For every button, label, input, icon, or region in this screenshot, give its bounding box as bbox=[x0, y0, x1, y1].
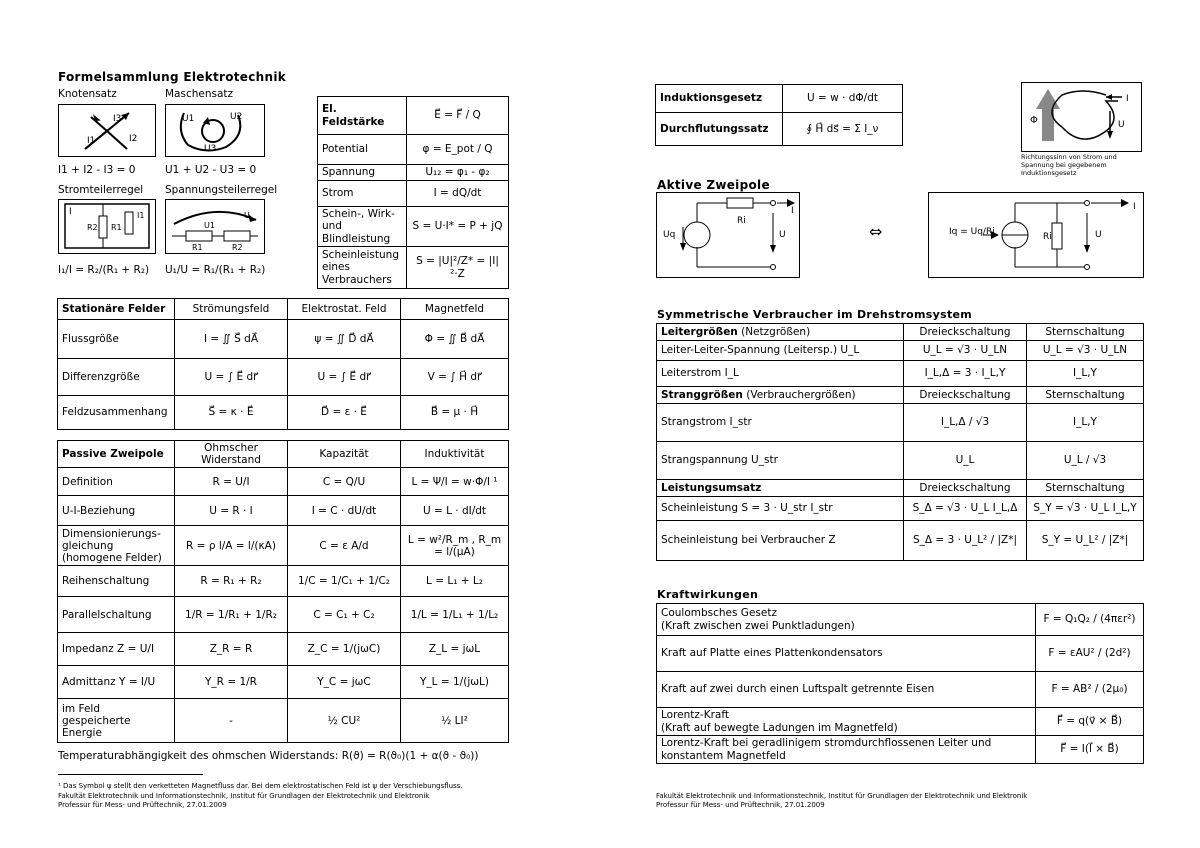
induction-table bbox=[655, 84, 903, 146]
cell-value: Sternschaltung bbox=[1027, 480, 1144, 497]
row-label: Leiterstrom I_L bbox=[657, 361, 904, 387]
cell-value: U_L = √3 · U_LN bbox=[1027, 341, 1144, 361]
field-row-name: El. Feldstärke bbox=[318, 97, 407, 135]
row-label: Strangstrom I_str bbox=[657, 404, 904, 442]
cell-formula: Z_L = jωL bbox=[401, 633, 509, 666]
cell-formula: F = AB² / (2μ₀) bbox=[1036, 672, 1144, 708]
svg-text:U: U bbox=[779, 230, 786, 240]
cell-value: S_Δ = 3 · U_L² / |Z*| bbox=[904, 521, 1027, 561]
footer-faculty-right: Fakultät Elektrotechnik und Informationstechnik, Institut für Grundlagen der Elektrotechnik und Elektronik bbox=[656, 792, 1028, 800]
field-row-name: Scheinleistung eines Verbrauchers bbox=[318, 247, 407, 289]
field-row-name: Strom bbox=[318, 181, 407, 207]
maschensatz-diagram bbox=[165, 104, 265, 157]
svg-text:I: I bbox=[1133, 202, 1136, 212]
table-header: Passive Zweipole bbox=[58, 441, 175, 468]
active-dipoles-title: Aktive Zweipole bbox=[657, 178, 770, 192]
cell-formula: Y_C = jωC bbox=[288, 666, 401, 699]
spannungsteiler-equation: U₁/U = R₁/(R₁ + R₂) bbox=[165, 264, 266, 276]
cell-formula: U = ∫ E⃗ dr⃗ bbox=[175, 359, 288, 396]
footer-professorship: Professur für Mess- und Prüftechnik, 27.01.2009 bbox=[58, 801, 227, 809]
stromteiler-equation: I₁/I = R₂/(R₁ + R₂) bbox=[58, 264, 150, 276]
stationary-fields-table bbox=[57, 298, 509, 430]
cell-formula: F = Q₁Q₂ / (4πεr²) bbox=[1036, 604, 1144, 636]
row-label: Strangspannung U_str bbox=[657, 442, 904, 480]
svg-text:I3: I3 bbox=[113, 114, 122, 124]
row-label: Stranggrößen (Verbrauchergrößen) bbox=[657, 387, 904, 404]
cell-formula: ∮ H⃗ ds⃗ = Σ I_ν bbox=[783, 113, 903, 146]
cell-value: U_L = √3 · U_LN bbox=[904, 341, 1027, 361]
svg-text:I1: I1 bbox=[87, 136, 96, 146]
cell-value: I_L,Y bbox=[1027, 404, 1144, 442]
row-label: Definition bbox=[58, 468, 175, 496]
table-header: Kapazität bbox=[288, 441, 401, 468]
page-title: Formelsammlung Elektrotechnik bbox=[58, 70, 287, 84]
equivalence-symbol: ⇔ bbox=[869, 222, 883, 241]
row-label: Kraft auf zwei durch einen Luftspalt getrennte Eisen bbox=[657, 672, 1036, 708]
cell-value: U_L / √3 bbox=[1027, 442, 1144, 480]
cell-formula: R = U/I bbox=[175, 468, 288, 496]
row-label: Scheinleistung bei Verbraucher Z bbox=[657, 521, 904, 561]
row-label: Parallelschaltung bbox=[58, 597, 175, 633]
cell-value: I_L,Δ = 3 · I_L,Y bbox=[904, 361, 1027, 387]
knotensatz-diagram bbox=[58, 104, 156, 157]
cell-value: Dreieckschaltung bbox=[904, 480, 1027, 497]
current-source-diagram bbox=[928, 192, 1144, 278]
table-header: Elektrostat. Feld bbox=[288, 299, 401, 320]
row-label: Dimensionierungs-gleichung (homogene Felder) bbox=[58, 526, 175, 566]
svg-text:Uq: Uq bbox=[663, 230, 676, 240]
three-phase-title: Symmetrische Verbraucher im Drehstromsystem bbox=[657, 308, 973, 321]
cell-formula: V = ∫ H⃗ dr⃗ bbox=[401, 359, 509, 396]
row-label: Kraft auf Platte eines Plattenkondensators bbox=[657, 636, 1036, 672]
knotensatz-equation: I1 + I2 - I3 = 0 bbox=[58, 164, 136, 176]
row-label: Induktionsgesetz bbox=[656, 85, 783, 113]
cell-value: I_L,Δ / √3 bbox=[904, 404, 1027, 442]
row-label: Lorentz-Kraft (Kraft auf bewegte Ladungen im Magnetfeld) bbox=[657, 708, 1036, 736]
field-row-formula: I = dQ/dt bbox=[407, 181, 509, 207]
svg-text:Φ: Φ bbox=[1030, 115, 1038, 126]
cell-value: S_Δ = √3 · U_L I_L,Δ bbox=[904, 497, 1027, 521]
cell-formula: 1/C = 1/C₁ + 1/C₂ bbox=[288, 566, 401, 597]
cell-formula: S⃗ = κ · E⃗ bbox=[175, 396, 288, 430]
cell-formula: 1/R = 1/R₁ + 1/R₂ bbox=[175, 597, 288, 633]
table-header: Stationäre Felder bbox=[58, 299, 175, 320]
field-row-name: Spannung bbox=[318, 165, 407, 181]
cell-formula: C = ε A/d bbox=[288, 526, 401, 566]
cell-formula: Z_R = R bbox=[175, 633, 288, 666]
cell-formula: U = R · I bbox=[175, 496, 288, 526]
cell-formula: D⃗ = ε · E⃗ bbox=[288, 396, 401, 430]
table-header: Ohmscher Widerstand bbox=[175, 441, 288, 468]
svg-text:Ri: Ri bbox=[1043, 232, 1052, 242]
svg-text:U: U bbox=[244, 211, 250, 220]
cell-value: Dreieckschaltung bbox=[904, 324, 1027, 341]
footer-professorship-right: Professur für Mess- und Prüftechnik, 27.01.2009 bbox=[656, 801, 825, 809]
svg-text:I2: I2 bbox=[129, 134, 138, 144]
table-header: Strömungsfeld bbox=[175, 299, 288, 320]
stromteiler-label: Stromteilerregel bbox=[58, 184, 144, 196]
cell-formula: F = εAU² / (2d²) bbox=[1036, 636, 1144, 672]
direction-caption: Richtungssinn von Strom und Spannung bei gegebenem Induktionsgesetz bbox=[1021, 153, 1117, 177]
row-label: Differenzgröße bbox=[58, 359, 175, 396]
field-row-formula: U₁₂ = φ₁ - φ₂ bbox=[407, 165, 509, 181]
cell-formula: L = w²/R_m , R_m = l/(μA) bbox=[401, 526, 509, 566]
svg-text:Ri: Ri bbox=[737, 216, 746, 226]
forces-title: Kraftwirkungen bbox=[657, 588, 759, 601]
maschensatz-label: Maschensatz bbox=[165, 88, 234, 100]
cell-formula: U = ∫ E⃗ dr⃗ bbox=[288, 359, 401, 396]
cell-value: U_L bbox=[904, 442, 1027, 480]
svg-text:U3: U3 bbox=[204, 144, 217, 154]
row-label: U-I-Beziehung bbox=[58, 496, 175, 526]
cell-value: Sternschaltung bbox=[1027, 387, 1144, 404]
field-row-formula: S = U·I* = P + jQ bbox=[407, 207, 509, 247]
field-quantities-table bbox=[317, 96, 509, 289]
svg-text:U1: U1 bbox=[204, 221, 215, 230]
cell-formula: L = Ψ/I = w·Φ/I ¹ bbox=[401, 468, 509, 496]
svg-text:I1: I1 bbox=[137, 211, 145, 220]
cell-formula: ½ LI² bbox=[401, 699, 509, 743]
svg-text:U: U bbox=[1118, 120, 1125, 130]
cell-value: S_Y = U_L² / |Z*| bbox=[1027, 521, 1144, 561]
row-label: Reihenschaltung bbox=[58, 566, 175, 597]
voltage-source-diagram bbox=[656, 192, 800, 278]
row-label: Leitergrößen (Netzgrößen) bbox=[657, 324, 904, 341]
field-row-formula: S = |U|²/Z* = |I|²·Z bbox=[407, 247, 509, 289]
row-label: Admittanz Y = I/U bbox=[58, 666, 175, 699]
three-phase-table bbox=[656, 323, 1144, 561]
cell-formula: R = ρ l/A = l/(κA) bbox=[175, 526, 288, 566]
spannungsteiler-diagram bbox=[165, 199, 265, 254]
temperature-dependence: Temperaturabhängigkeit des ohmschen Widerstands: R(ϑ) = R(ϑ₀)(1 + α(ϑ - ϑ₀)) bbox=[58, 750, 479, 762]
cell-formula: Y_L = 1/(jωL) bbox=[401, 666, 509, 699]
induction-direction-diagram bbox=[1021, 82, 1142, 152]
cell-formula: - bbox=[175, 699, 288, 743]
table-header: Magnetfeld bbox=[401, 299, 509, 320]
field-row-formula: φ = E_pot / Q bbox=[407, 135, 509, 165]
cell-formula: C = C₁ + C₂ bbox=[288, 597, 401, 633]
cell-formula: R = R₁ + R₂ bbox=[175, 566, 288, 597]
cell-formula: F⃗ = I(l⃗ × B⃗) bbox=[1036, 736, 1144, 764]
stromteiler-diagram bbox=[58, 199, 156, 254]
footnote-divider bbox=[58, 774, 203, 775]
table-header: Induktivität bbox=[401, 441, 509, 468]
cell-formula: F⃗ = q(v⃗ × B⃗) bbox=[1036, 708, 1144, 736]
current-source-label: Iq = Uq/Ri bbox=[949, 227, 995, 237]
row-label: Leiter-Leiter-Spannung (Leitersp.) U_L bbox=[657, 341, 904, 361]
cell-value: S_Y = √3 · U_L I_L,Y bbox=[1027, 497, 1144, 521]
svg-text:I: I bbox=[69, 207, 72, 217]
svg-text:R1: R1 bbox=[192, 243, 203, 252]
cell-formula: Y_R = 1/R bbox=[175, 666, 288, 699]
svg-text:U1: U1 bbox=[182, 114, 195, 124]
row-label: Impedanz Z = U/I bbox=[58, 633, 175, 666]
svg-text:R2: R2 bbox=[232, 243, 243, 252]
svg-text:R2: R2 bbox=[87, 223, 98, 232]
row-label: Durchflutungssatz bbox=[656, 113, 783, 146]
footnote: ¹ Das Symbol ψ stellt den verketteten Magnetfluss dar. Bei dem elektrostatischen Feld ist ψ der Verschiebungsfluss. bbox=[58, 782, 463, 790]
svg-text:R1: R1 bbox=[111, 223, 122, 232]
svg-text:I: I bbox=[791, 206, 794, 216]
cell-formula: ψ = ∬ D⃗ dA⃗ bbox=[288, 320, 401, 359]
field-row-formula: E⃗ = F⃗ / Q bbox=[407, 97, 509, 135]
cell-value: I_L,Y bbox=[1027, 361, 1144, 387]
passive-dipoles-table bbox=[57, 440, 509, 743]
forces-table bbox=[656, 603, 1144, 764]
cell-formula: U = w · dΦ/dt bbox=[783, 85, 903, 113]
spannungsteiler-label: Spannungsteilerregel bbox=[165, 184, 278, 196]
cell-formula: U = L · dI/dt bbox=[401, 496, 509, 526]
cell-formula: L = L₁ + L₂ bbox=[401, 566, 509, 597]
row-label: Leistungsumsatz bbox=[657, 480, 904, 497]
field-row-name: Potential bbox=[318, 135, 407, 165]
footer-faculty: Fakultät Elektrotechnik und Informationstechnik, Institut für Grundlagen der Elektrotechnik und Elektronik bbox=[58, 792, 430, 800]
cell-formula: B⃗ = μ · H⃗ bbox=[401, 396, 509, 430]
cell-value: Dreieckschaltung bbox=[904, 387, 1027, 404]
cell-formula: I = ∬ S⃗ dA⃗ bbox=[175, 320, 288, 359]
row-label: Feldzusammenhang bbox=[58, 396, 175, 430]
cell-formula: 1/L = 1/L₁ + 1/L₂ bbox=[401, 597, 509, 633]
maschensatz-equation: U1 + U2 - U3 = 0 bbox=[165, 164, 257, 176]
cell-formula: Φ = ∬ B⃗ dA⃗ bbox=[401, 320, 509, 359]
svg-text:U: U bbox=[1095, 230, 1102, 240]
row-label: Scheinleistung S = 3 · U_str I_str bbox=[657, 497, 904, 521]
svg-text:I: I bbox=[1126, 94, 1129, 104]
row-label: Lorentz-Kraft bei geradlinigem stromdurchflossenen Leiter und konstantem Magnetfeld bbox=[657, 736, 1036, 764]
row-label: im Feld gespeicherte Energie bbox=[58, 699, 175, 743]
cell-formula: I = C · dU/dt bbox=[288, 496, 401, 526]
cell-formula: Z_C = 1/(jωC) bbox=[288, 633, 401, 666]
svg-text:U2: U2 bbox=[230, 112, 243, 122]
field-row-name: Schein-, Wirk- und Blindleistung bbox=[318, 207, 407, 247]
row-label: Flussgröße bbox=[58, 320, 175, 359]
cell-formula: C = Q/U bbox=[288, 468, 401, 496]
row-label: Coulombsches Gesetz (Kraft zwischen zwei Punktladungen) bbox=[657, 604, 1036, 636]
cell-value: Sternschaltung bbox=[1027, 324, 1144, 341]
knotensatz-label: Knotensatz bbox=[58, 88, 117, 100]
cell-formula: ½ CU² bbox=[288, 699, 401, 743]
